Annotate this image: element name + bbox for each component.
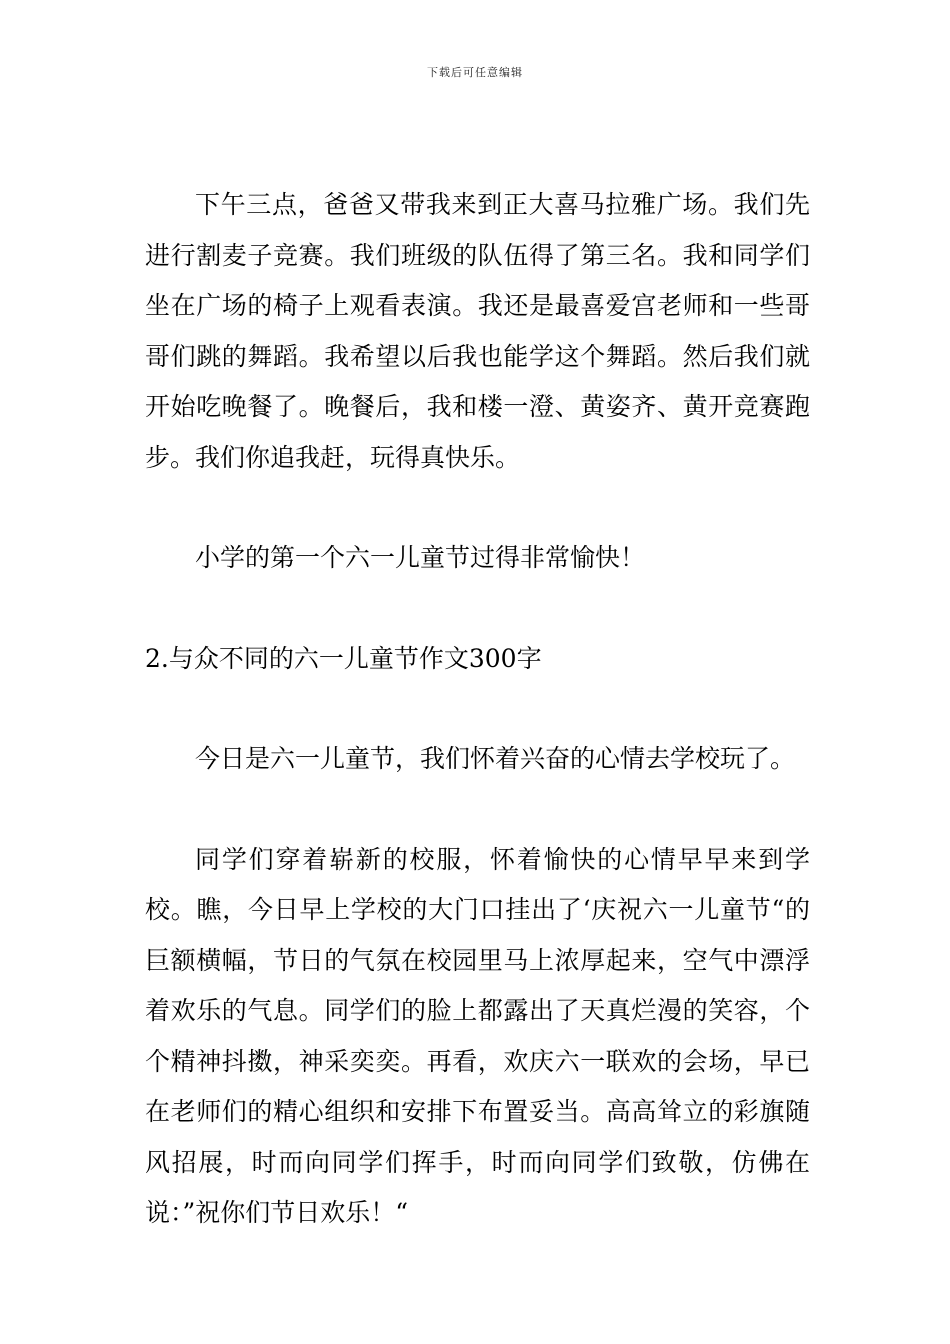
paragraph-school-scene: 同学们穿着崭新的校服，怀着愉快的心情早早来到学校。瞧，今日早上学校的大门口挂出了‘庆祝六一儿童节“的巨额横幅，节日的气氛在校园里马上浓厚起来，空气中漂浮着欢乐的气息。同学们的脸上都露出了天真烂漫的笑容，个个精神抖擞，神采奕奕。再看，欢庆六一联欢的会场，早已在老师们的精心组织和安排下布置妥当。高高耸立的彩旗随风招展，时而向同学们挥手，时而向同学们致敬，仿佛在说：”祝你们节日欢乐！“ (145, 844, 810, 1227)
paragraph-intro: 今日是六一儿童节，我们怀着兴奋的心情去学校玩了。 (195, 744, 796, 773)
paragraph-afternoon-activities: 下午三点，爸爸又带我来到正大喜马拉雅广场。我们先进行割麦子竞赛。我们班级的队伍得了第三名。我和同学们坐在广场的椅子上观看表演。我还是最喜爱宫老师和一些哥哥们跳的舞蹈。我希望以后我也能学这个舞蹈。然后我们就开始吃晚餐了。晚餐后，我和楼一澄、黄姿齐、黄开竞赛跑步。我们你追我赶，玩得真快乐。 (145, 190, 810, 472)
section-heading: 2.与众不同的六一儿童节作文300字 (145, 643, 542, 673)
page-header: 下载后可任意编辑 (427, 66, 523, 79)
document-body (145, 180, 810, 1289)
paragraph-conclusion: 小学的第一个六一儿童节过得非常愉快！ (195, 543, 646, 572)
